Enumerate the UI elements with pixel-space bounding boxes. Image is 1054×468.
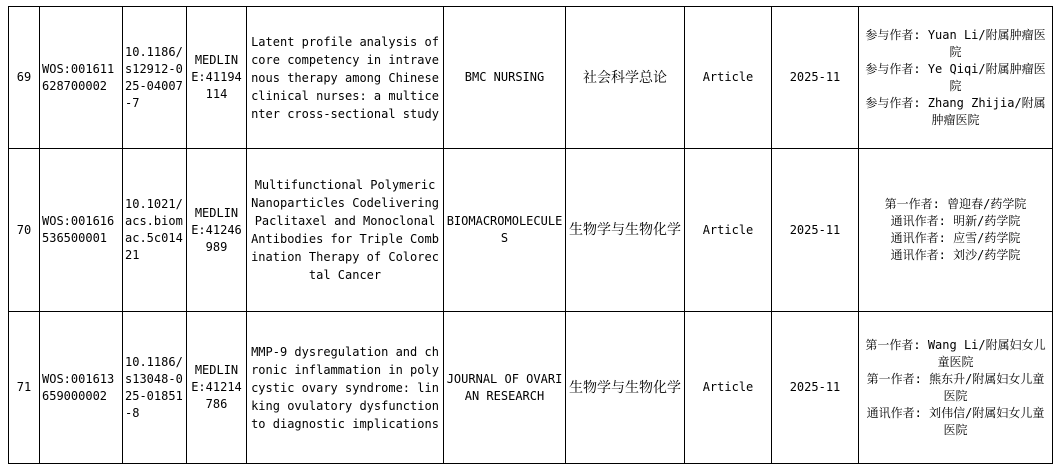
document-type: Article — [685, 312, 772, 464]
doi: 10.1186/s12912-025-04007-7 — [123, 7, 187, 149]
subject-category: 生物学与生物化学 — [566, 149, 685, 312]
author-list — [859, 7, 1053, 149]
wos-id: WOS:001611628700002 — [40, 7, 123, 149]
doi: 10.1021/acs.biomac.5c01421 — [123, 149, 187, 312]
author-entry: 第一作者: Wang Li/附属妇女儿童医院 — [865, 337, 1046, 369]
publication-date: 2025-11 — [772, 312, 859, 464]
publication-table — [8, 6, 1053, 464]
row-number: 71 — [9, 312, 40, 464]
journal-name: BIOMACROMOLECULES — [444, 149, 566, 312]
medline-id: MEDLINE:41194114 — [187, 7, 247, 149]
author-entry: 参与作者: Ye Qiqi/附属肿瘤医院 — [865, 61, 1046, 93]
wos-id: WOS:001613659000002 — [40, 312, 123, 464]
doi: 10.1186/s13048-025-01851-8 — [123, 312, 187, 464]
table-row — [9, 7, 1053, 149]
journal-name: BMC NURSING — [444, 7, 566, 149]
author-entry: 参与作者: Yuan Li/附属肿瘤医院 — [865, 27, 1046, 59]
author-entry: 通讯作者: 应雪/药学院 — [890, 231, 1021, 245]
author-entry: 通讯作者: 明新/药学院 — [890, 214, 1021, 228]
author-entry: 第一作者: 熊东升/附属妇女儿童医院 — [866, 371, 1045, 403]
table-row — [9, 312, 1053, 464]
author-entry: 参与作者: Zhang Zhijia/附属肿瘤医院 — [865, 95, 1046, 127]
paper-title: MMP-9 dysregulation and chronic inflammation in polycystic ovary syndrome: linking ovulatory dysfunction to diagnostic implications — [247, 312, 444, 464]
wos-id: WOS:001616536500001 — [40, 149, 123, 312]
publication-date: 2025-11 — [772, 7, 859, 149]
paper-title: Latent profile analysis of core competency in intravenous therapy among Chinese clinical nurses: a multicenter cross-sectional study — [247, 7, 444, 149]
author-list — [859, 312, 1053, 464]
table-row — [9, 149, 1053, 312]
row-number: 70 — [9, 149, 40, 312]
row-number: 69 — [9, 7, 40, 149]
document-type: Article — [685, 149, 772, 312]
author-entry: 通讯作者: 刘伟信/附属妇女儿童医院 — [866, 405, 1045, 437]
document-type: Article — [685, 7, 772, 149]
paper-title: Multifunctional Polymeric Nanoparticles Codelivering Paclitaxel and Monoclonal Antibodies for Triple Combination Therapy of Colorectal Cancer — [247, 149, 444, 312]
subject-category: 生物学与生物化学 — [566, 312, 685, 464]
publication-date: 2025-11 — [772, 149, 859, 312]
subject-category: 社会科学总论 — [566, 7, 685, 149]
author-list — [859, 149, 1053, 312]
journal-name: JOURNAL OF OVARIAN RESEARCH — [444, 312, 566, 464]
author-entry: 第一作者: 曾迎春/药学院 — [884, 197, 1027, 211]
author-entry: 通讯作者: 刘沙/药学院 — [890, 248, 1021, 262]
medline-id: MEDLINE:41214786 — [187, 312, 247, 464]
medline-id: MEDLINE:41246989 — [187, 149, 247, 312]
